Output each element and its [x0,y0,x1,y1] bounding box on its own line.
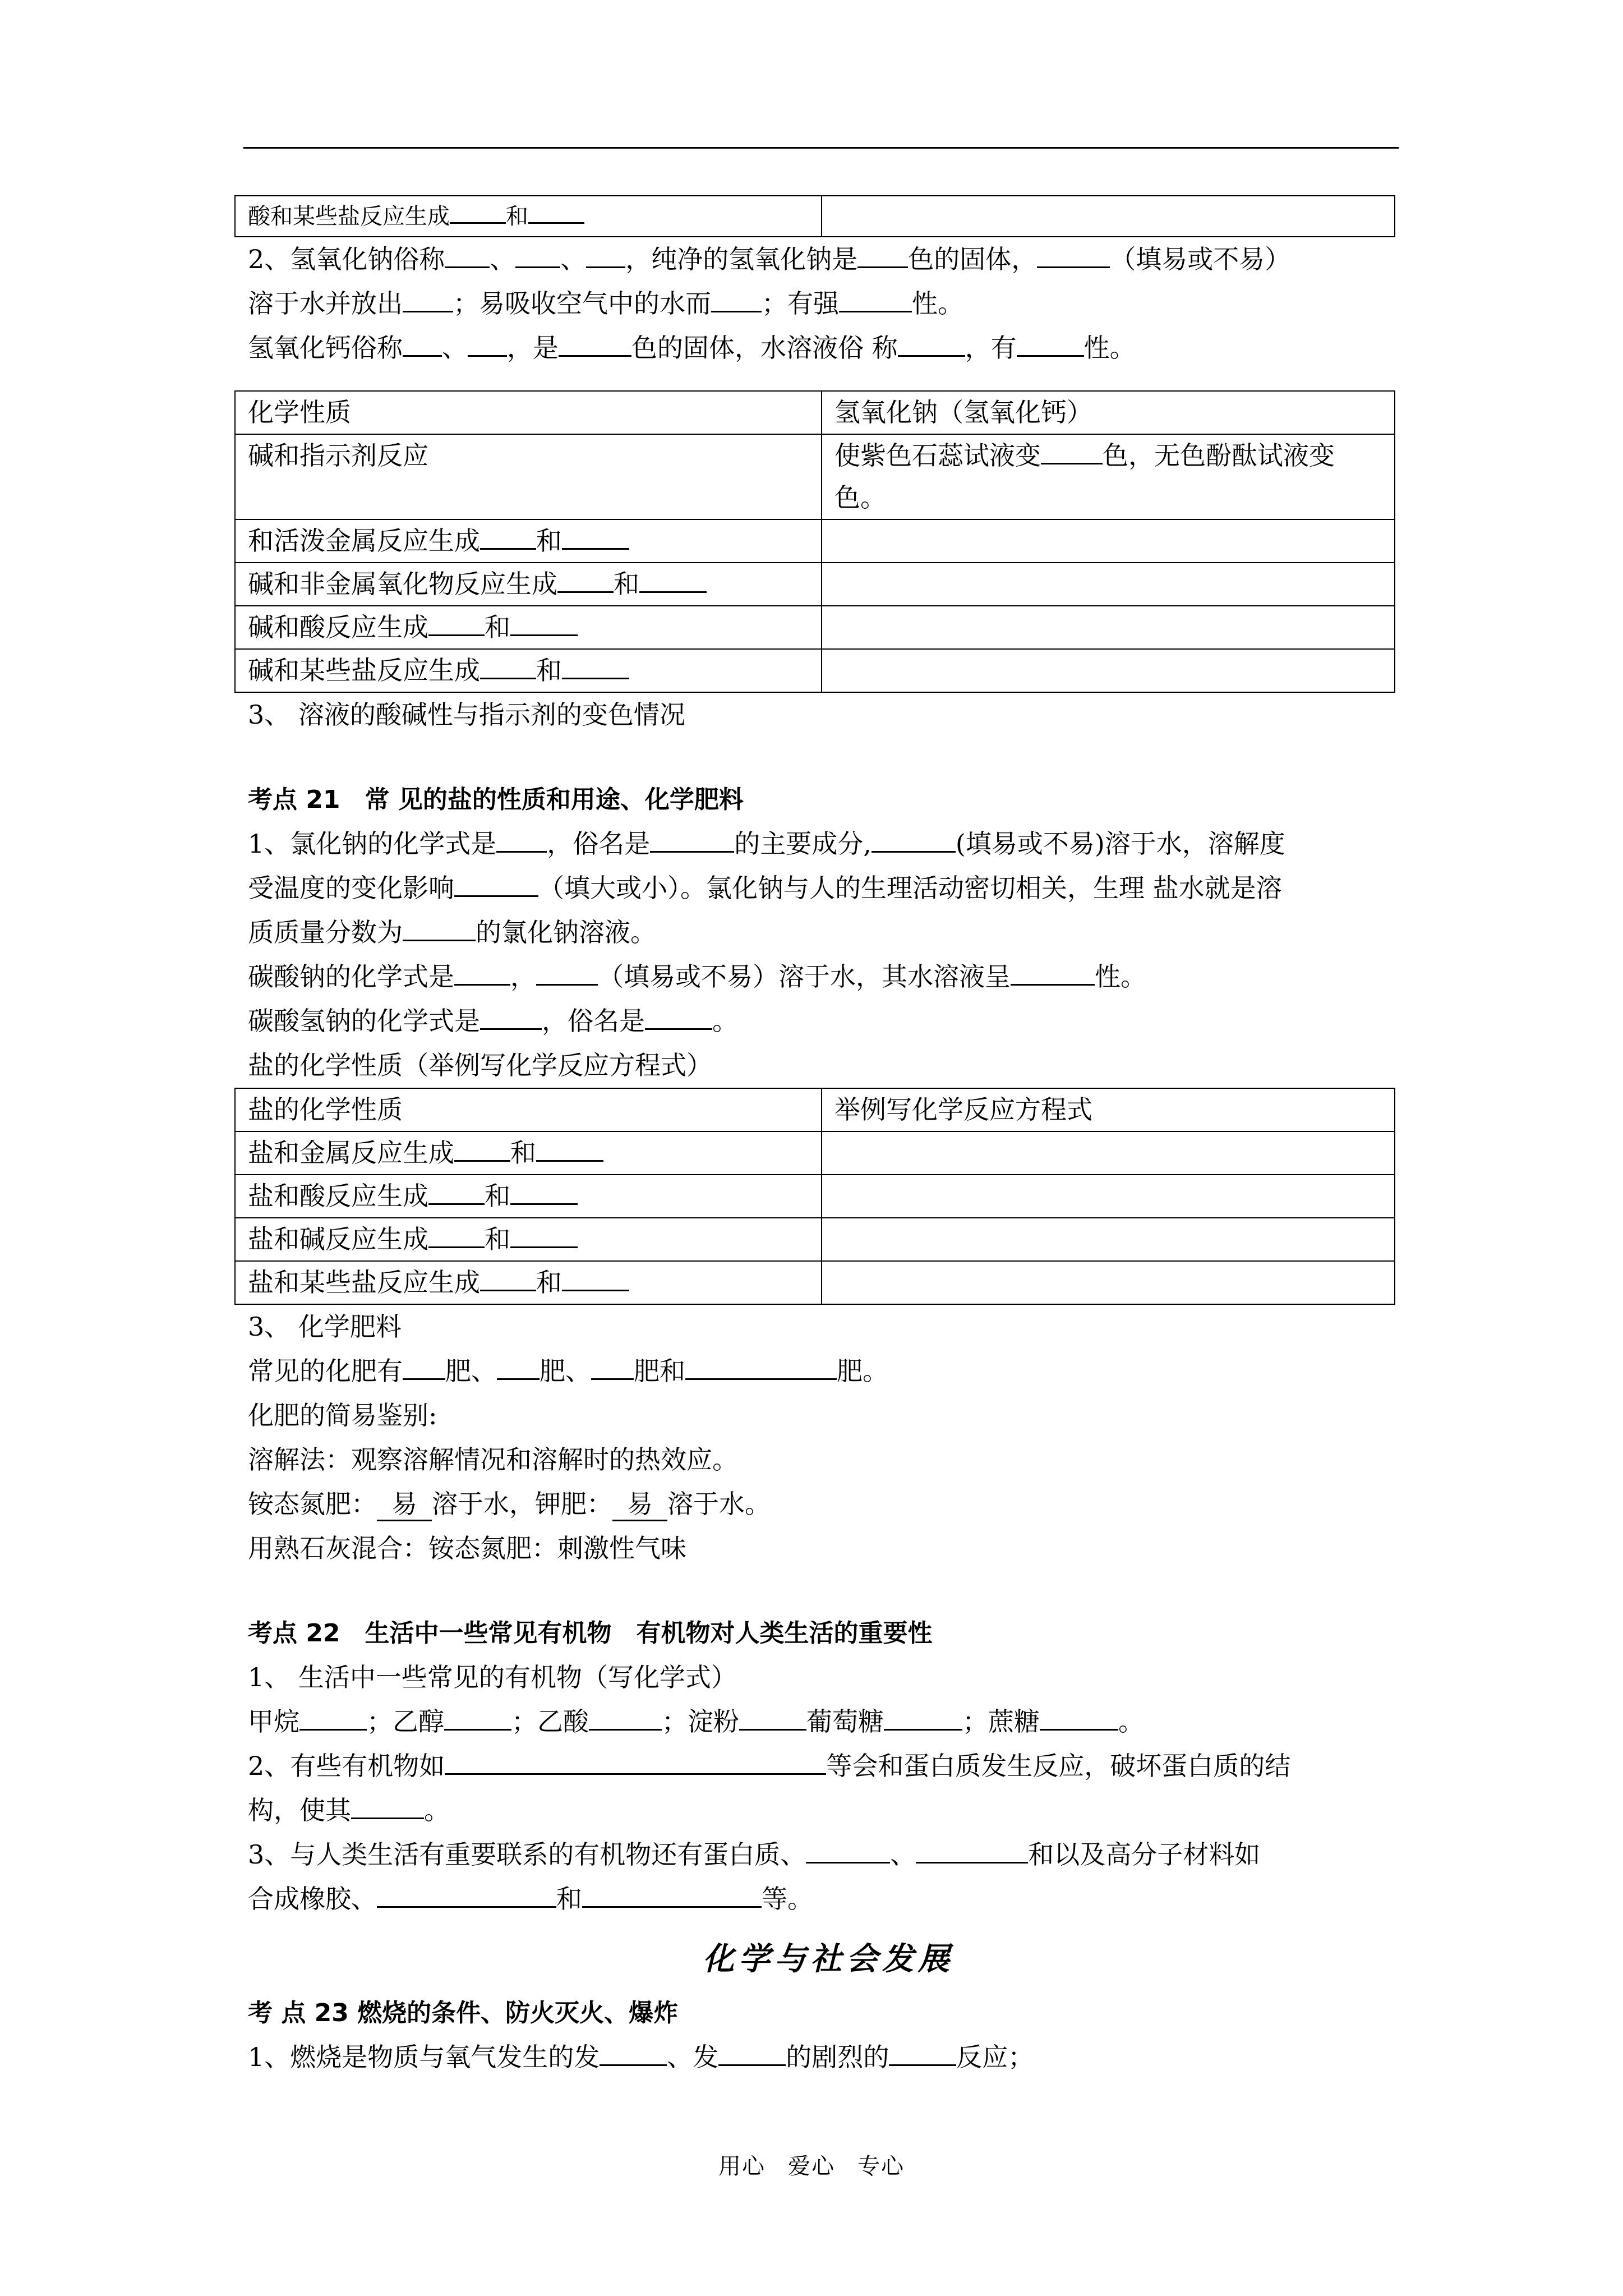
table-cell: 盐和金属反应生成 和 [235,1131,822,1175]
table-cell [822,606,1395,649]
text-line: 1、 生活中一些常见的有机物（写化学式） [248,1662,737,1692]
table-row [235,1175,1395,1218]
section-heading: 考点 22 生活中一些常见有机物 有机物对人类生活的重要性 [248,1619,933,1648]
table-cell: 碱和指示剂反应 [235,434,822,519]
table-cell [822,1261,1395,1304]
table-row [235,606,1395,649]
table-row [235,563,1395,606]
table-row [235,1131,1395,1175]
section-heading: 考 点 23 燃烧的条件、防火灭火、爆炸 [248,1999,679,2027]
text-line: 2、氢氧化钠俗称 、 、 ，纯净的氢氧化钠是 色的固体， （填易或不易） [248,237,1409,282]
table-header: 化学性质 [235,391,822,434]
table-cell [822,1218,1395,1261]
table-row [235,649,1395,692]
text-line: 溶解法：观察溶解情况和溶解时的热效应。 [248,1444,738,1475]
table-cell: 盐和碱反应生成 和 [235,1218,822,1261]
table-header: 氢氧化钠（氢氧化钙） [822,391,1395,434]
table-row [235,391,1395,434]
footer-text: 专心 [857,2154,905,2179]
table-header: 举例写化学反应方程式 [822,1088,1395,1131]
text-line: 1、氯化钠的化学式是 ，俗名是 的主要成分, (填易或不易)溶于水，溶解度 [248,822,1409,866]
table-cell: 碱和酸反应生成 和 [235,606,822,649]
table-cell [822,563,1395,606]
table-cell: 盐和某些盐反应生成 和 [235,1261,822,1304]
text-line: 受温度的变化影响 （填大或小）。氯化钠与人的生理活动密切相关，生理 盐水就是溶 [248,866,1409,910]
table-cell: 使紫色石蕊试液变 色，无色酚酞试液变色。 [822,434,1395,519]
salt-properties-table [234,1088,1395,1305]
text-line: 甲烷 ；乙醇 ；乙酸 ；淀粉 葡萄糖 ；蔗糖 。 [248,1700,1409,1744]
table-row [235,1218,1395,1261]
table-cell: 盐和酸反应生成 和 [235,1175,822,1218]
page-footer [0,2148,1623,2180]
footer-text: 爱心 [788,2154,835,2179]
worksheet-content [248,195,1409,2079]
text-line: 3、与人类生活有重要联系的有机物还有蛋白质、 、 和以及高分子材料如 [248,1833,1409,1877]
table-cell [822,519,1395,563]
chapter-title: 化学与社会发展 [703,1940,954,1977]
acid-properties-table-tail [234,195,1395,237]
text-line: 氢氧化钙俗称 、 ，是 色的固体，水溶液俗 称 ，有 性。 [248,326,1409,370]
base-properties-table [234,390,1395,693]
table-row [235,1088,1395,1131]
text-line: 溶于水并放出 ；易吸收空气中的水而 ；有强 性。 [248,282,1409,326]
text-line: 盐的化学性质（举例写化学反应方程式） [248,1050,712,1080]
table-cell: 和活泼金属反应生成 和 [235,519,822,563]
text-line: 1、燃烧是物质与氧气发生的发 、发 的剧烈的 反应； [248,2035,1409,2079]
table-cell [822,649,1395,692]
table-row [235,519,1395,563]
text-line: 碳酸氢钠的化学式是 ，俗名是 。 [248,999,1409,1043]
header-rule [243,147,1399,149]
text-line: 3、 化学肥料 [248,1312,402,1342]
footer-text: 用心 [718,2154,766,2179]
table-cell [822,196,1395,237]
table-cell [822,1131,1395,1175]
text-line: 碳酸钠的化学式是 ， （填易或不易）溶于水，其水溶液呈 性。 [248,955,1409,999]
text-line: 2、有些有机物如 等会和蛋白质发生反应，破坏蛋白质的结 [248,1744,1409,1788]
text-line: 化肥的简易鉴别: [248,1400,437,1430]
text-line: 3、 溶液的酸碱性与指示剂的变色情况 [248,700,685,730]
text-line: 质质量分数为 的氯化钠溶液。 [248,910,1409,955]
text-line: 用熟石灰混合：铵态氮肥：刺激性气味 [248,1533,686,1563]
section-heading: 考点 21 常 见的盐的性质和用途、化学肥料 [248,785,744,814]
table-cell: 碱和某些盐反应生成 和 [235,649,822,692]
text-line: 铵态氮肥： 易 溶于水，钾肥： 易 溶于水。 [248,1482,1409,1526]
table-cell: 酸和某些盐反应生成 和 [235,196,822,237]
table-cell: 碱和非金属氧化物反应生成 和 [235,563,822,606]
text-line: 合成橡胶、 和 等。 [248,1877,1409,1921]
text-line: 构，使其 。 [248,1788,1409,1833]
table-row [235,196,1395,237]
table-cell [822,1175,1395,1218]
table-row [235,434,1395,519]
table-header: 盐的化学性质 [235,1088,822,1131]
table-row [235,1261,1395,1304]
text-line: 常见的化肥有 肥、 肥、 肥和 肥。 [248,1349,1409,1393]
